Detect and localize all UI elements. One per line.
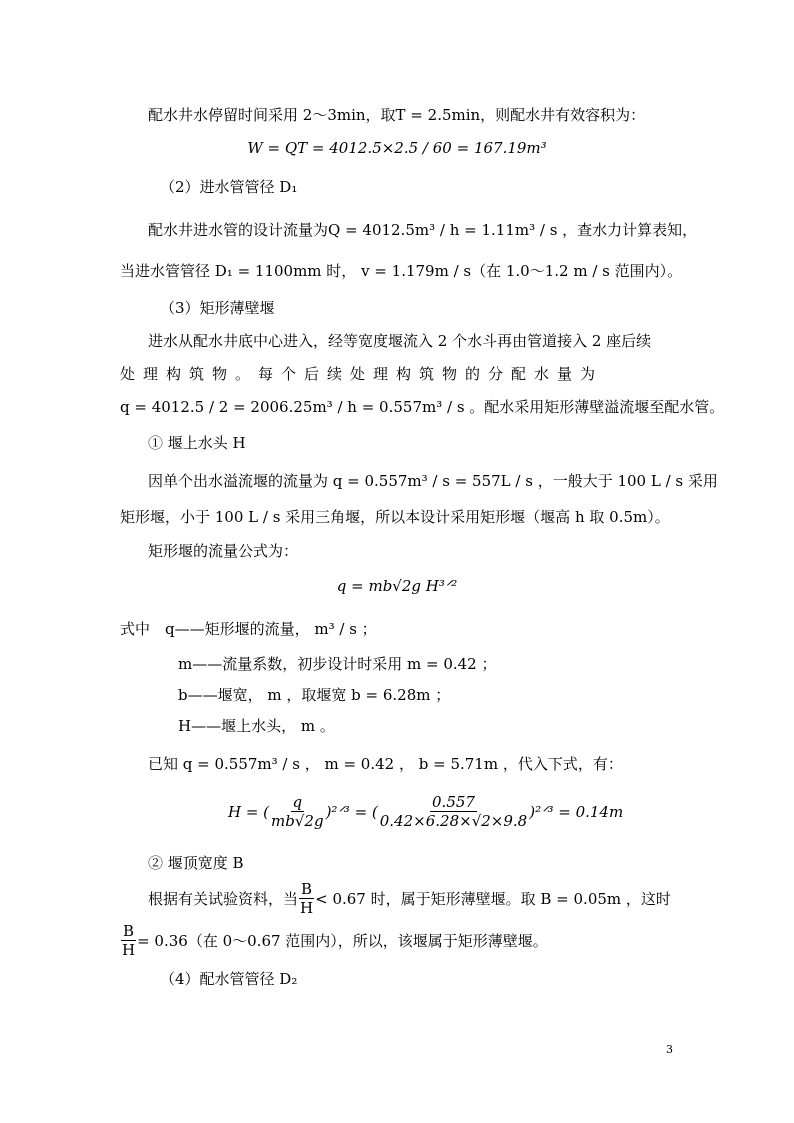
text-line [120,922,548,959]
definition-line: H——堰上水头， m 。 [178,717,335,735]
formula-volume: W = QT = 4012.5×2.5 / 60 = 167.19m³ [247,139,547,157]
eq-fraction-1 [269,793,326,830]
eq-num-2: 0.557 [432,793,475,811]
text-line: 当进水管管径 D₁ = 1100mm 时， v = 1.179m / s（在 1.0～1.2 m / s 范围内）。 [120,262,683,280]
formula-head [228,793,623,830]
para-b2-post: = 0.36（在 0～0.67 范围内），所以，该堰属于矩形薄壁堰。 [137,931,548,950]
definition-line: b——堰宽， m ，取堰宽 b = 6.28m ； [178,686,451,704]
text-line [148,880,671,917]
eq-den-2: 0.42×6.28×√2×9.8 [379,812,528,830]
eq-num-1: q [292,793,303,811]
text-line: 进水从配水井底中心进入，经等宽度堰流入 2 个水斗再由管道接入 2 座后续 [148,332,652,350]
text-line: q = 4012.5 / 2 = 2006.25m³ / h = 0.557m³ / s 。配水采用矩形薄壁溢流堰至配水管。 [120,398,725,416]
eq-den-1: mb√2g [271,812,324,830]
section-heading: （2）进水管管径 D₁ [160,178,298,196]
frac-den: H [122,941,136,959]
section-heading: （4）配水管管径 D₂ [160,970,298,988]
formula-weir-flow: q = mb√2g H³ᐟ² [336,577,458,595]
subsection-heading: ① 堰上水头 H [148,434,246,452]
eq-fraction-2 [378,793,529,830]
text-line: 已知 q = 0.557m³ / s ， m = 0.42 ， b = 5.71m ，代入下式，有： [148,755,623,773]
definition-line: m——流量系数，初步设计时采用 m = 0.42 ； [178,655,497,673]
eq-lhs: H = ( [228,802,270,821]
frac-den: H [300,899,314,917]
definition-line: 式中 q——矩形堰的流量， m³ / s ； [120,620,377,638]
para-b-pre: 根据有关试验资料，当 [148,889,299,908]
text-line: 配水井进水管的设计流量为Q = 4012.5m³ / h = 1.11m³ / s ，查水力计算表知， [148,221,698,239]
subsection-heading: ② 堰顶宽度 B [148,854,244,872]
para-b-post: < 0.67 时，属于矩形薄壁堰。取 B = 0.05m ，这时 [315,889,671,908]
text-line: 因单个出水溢流堰的流量为 q = 0.557m³ / s = 557L / s ，一般大于 100 L / s 采用 [148,472,718,490]
frac-num: B [301,880,313,898]
text-line: 矩形堰的流量公式为： [148,542,299,560]
text-line: 配水井水停留时间采用 2～3min，取T = 2.5min，则配水井有效容积为： [148,106,646,124]
text-line: 矩形堰，小于 100 L / s 采用三角堰，所以本设计采用矩形堰（堰高 h 取 0.5m）。 [120,508,670,526]
eq-mid: )²ᐟ³ = ( [325,802,378,821]
frac-num: B [123,922,135,940]
fraction-b-over-h [120,922,137,959]
fraction-b-over-h [298,880,315,917]
eq-rhs: )²ᐟ³ = 0.14m [529,802,624,821]
section-heading: （3）矩形薄壁堰 [160,299,275,317]
text-line: 处理构筑物。每个后续处理构筑物的分配水量为 [120,365,604,383]
page-number: 3 [666,1043,673,1056]
